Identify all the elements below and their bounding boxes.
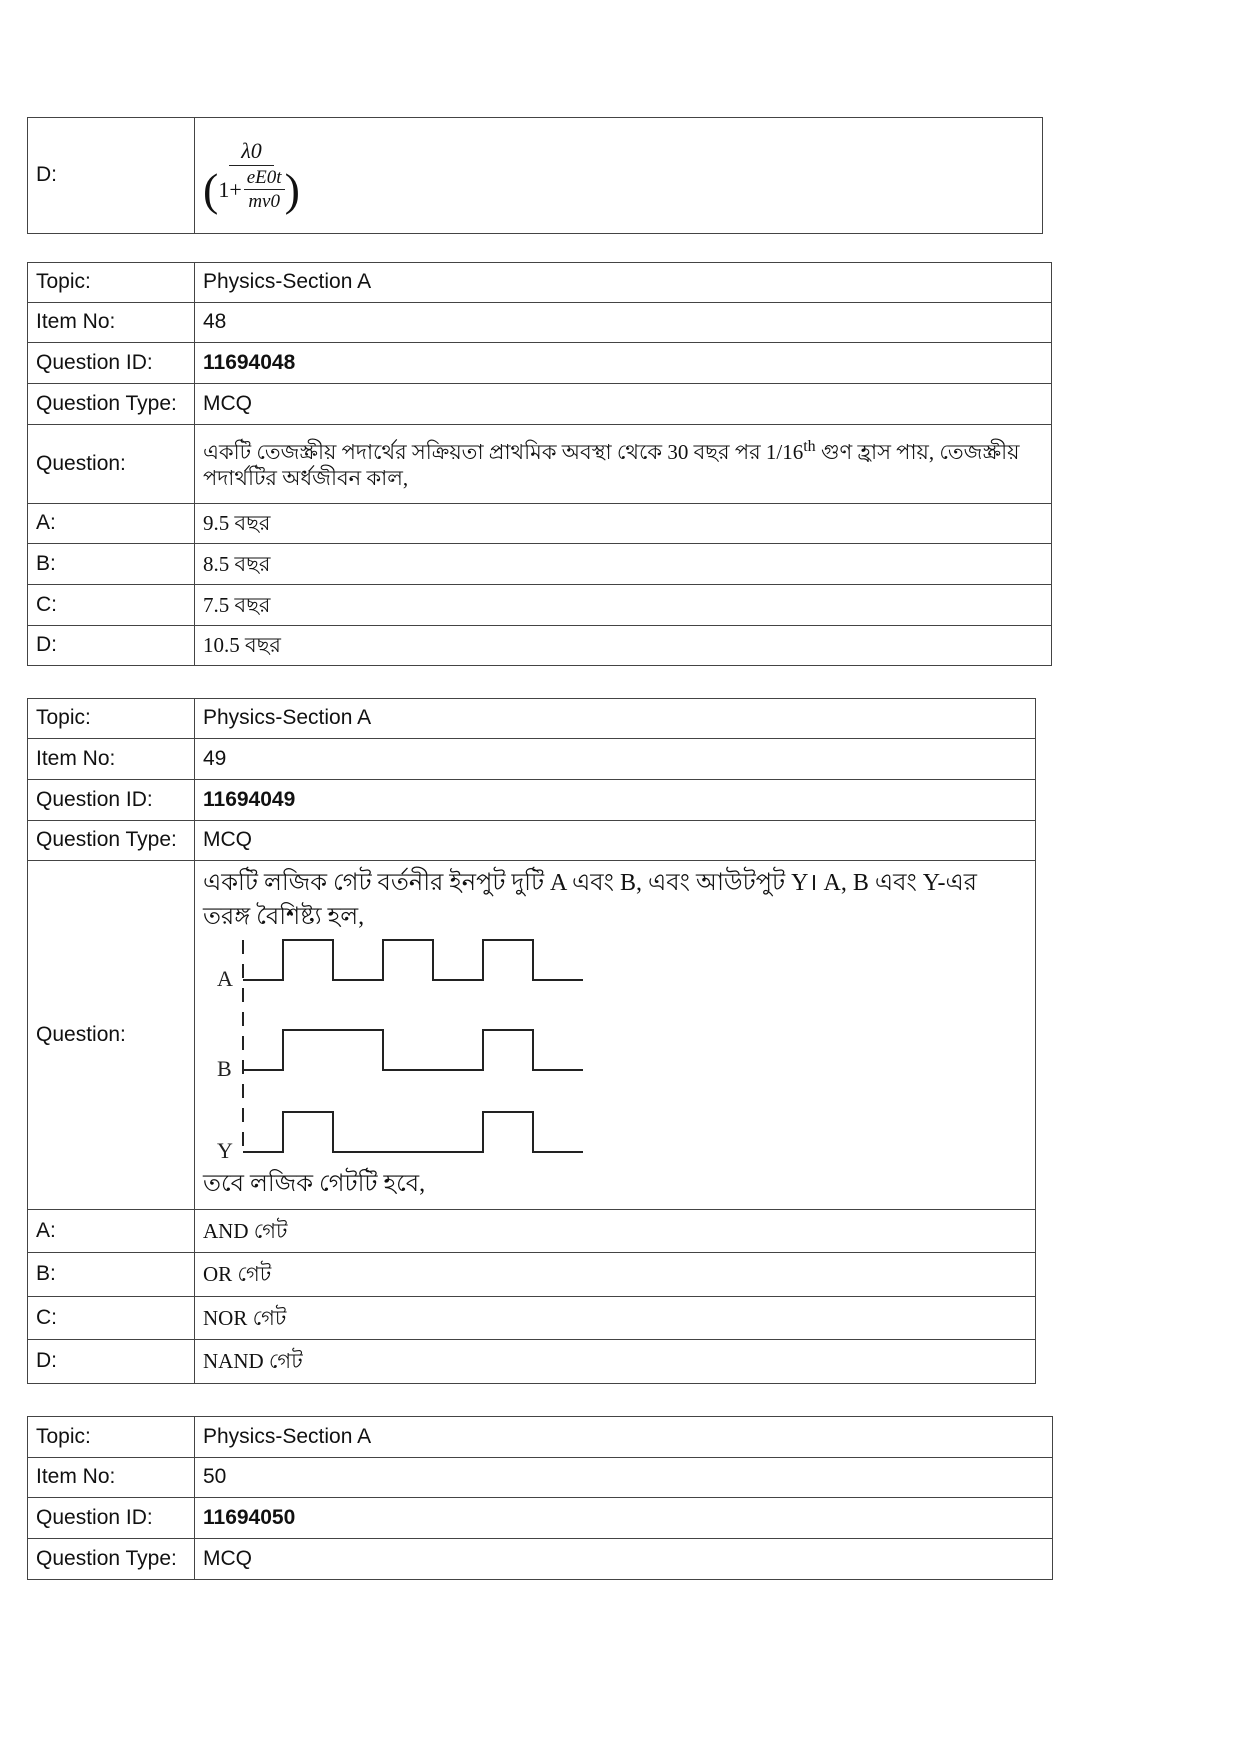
item-no-label: Item No: xyxy=(28,1458,195,1498)
question-type-value: MCQ xyxy=(195,1539,1053,1580)
topic-label: Topic: xyxy=(28,699,195,739)
option-b-value: OR গেট xyxy=(195,1253,1036,1297)
question-id-label: Question ID: xyxy=(28,1498,195,1539)
option-a-label: A: xyxy=(28,1210,195,1253)
item-no-value: 48 xyxy=(195,303,1052,343)
item-no-label: Item No: xyxy=(28,739,195,780)
waveform-label-y: Y xyxy=(217,1138,233,1164)
question-text xyxy=(195,425,1052,504)
option-a-value: 9.5 বছর xyxy=(195,504,1052,544)
question-id-label: Question ID: xyxy=(28,780,195,821)
option-a-label: A: xyxy=(28,504,195,544)
question-id-value: 11694048 xyxy=(195,343,1052,384)
option-c-value: NOR গেট xyxy=(195,1297,1036,1340)
option-d-formula xyxy=(195,118,1043,234)
question-table-50 xyxy=(27,1416,1053,1580)
option-b-label: B: xyxy=(28,1253,195,1297)
formula-numerator: λ0 xyxy=(229,137,274,166)
option-b-label: B: xyxy=(28,544,195,585)
question-id-value: 11694050 xyxy=(195,1498,1053,1539)
option-d-label: D: xyxy=(28,626,195,666)
topic-value: Physics-Section A xyxy=(195,263,1052,303)
formula-denominator: ( 1+ $\frac{eE0t}{mv0}$ ) xyxy=(203,163,300,215)
topic-value: Physics-Section A xyxy=(195,1417,1053,1458)
option-b-value: 8.5 বছর xyxy=(195,544,1052,585)
question-text-part1: একটি তেজস্ক্রীয় পদার্থের সক্রিয়তা প্রাথমিক অবস্থা থেকে 30 বছর পর 1/16 xyxy=(203,439,804,464)
question-text: একটি লজিক গেট বর্তনীর ইনপুট দুটি A এবং B, এবং আউটপুট Y। A, B এবং Y-এর তরঙ্গ বৈশিষ্ট্য হল, xyxy=(203,870,977,930)
option-c-value: 7.5 বছর xyxy=(195,585,1052,626)
question-table-48 xyxy=(27,262,1052,666)
waveform-label-b: B xyxy=(217,1056,232,1082)
question-superscript: th xyxy=(803,437,816,455)
formula-one: 1+ xyxy=(218,177,242,202)
waveform-diagram xyxy=(203,936,603,1168)
question-text-part2: গুণ হ্রাস পায়, তেজস্ক্রীয় পদার্থটির অর্ধজীবন কাল, xyxy=(203,439,1020,490)
question-text-after: তবে লজিক গেটটি হবে, xyxy=(203,1171,426,1198)
question-label: Question: xyxy=(28,861,195,1210)
option-d-value: NAND গেট xyxy=(195,1340,1036,1384)
topic-label: Topic: xyxy=(28,1417,195,1458)
question-content xyxy=(195,861,1036,1210)
waveform-y xyxy=(243,1112,583,1152)
item-no-label: Item No: xyxy=(28,303,195,343)
waveform-b xyxy=(243,1030,583,1070)
item-no-value: 49 xyxy=(195,739,1036,780)
question-type-label: Question Type: xyxy=(28,384,195,425)
formula-inner-den: mv0 xyxy=(248,191,280,213)
option-d-label: D: xyxy=(28,118,195,234)
topic-label: Topic: xyxy=(28,263,195,303)
question-label: Question: xyxy=(28,425,195,504)
item-no-value: 50 xyxy=(195,1458,1053,1498)
option-d-value: 10.5 বছর xyxy=(195,626,1052,666)
question-type-label: Question Type: xyxy=(28,1539,195,1580)
question-type-value: MCQ xyxy=(195,821,1036,861)
topic-value: Physics-Section A xyxy=(195,699,1036,739)
option-a-value: AND গেট xyxy=(195,1210,1036,1253)
question-type-label: Question Type: xyxy=(28,821,195,861)
question-type-value: MCQ xyxy=(195,384,1052,425)
question-id-label: Question ID: xyxy=(28,343,195,384)
waveform-a xyxy=(243,940,583,980)
formula-inner-num: eE0t xyxy=(244,166,285,191)
formula-fraction xyxy=(203,137,300,214)
option-c-label: C: xyxy=(28,585,195,626)
waveform-label-a: A xyxy=(217,966,233,992)
option-d-label: D: xyxy=(28,1340,195,1384)
formula-inner-fraction xyxy=(244,166,285,215)
question-table-49 xyxy=(27,698,1036,1384)
option-c-label: C: xyxy=(28,1297,195,1340)
question-id-value: 11694049 xyxy=(195,780,1036,821)
prev-question-table xyxy=(27,117,1043,234)
